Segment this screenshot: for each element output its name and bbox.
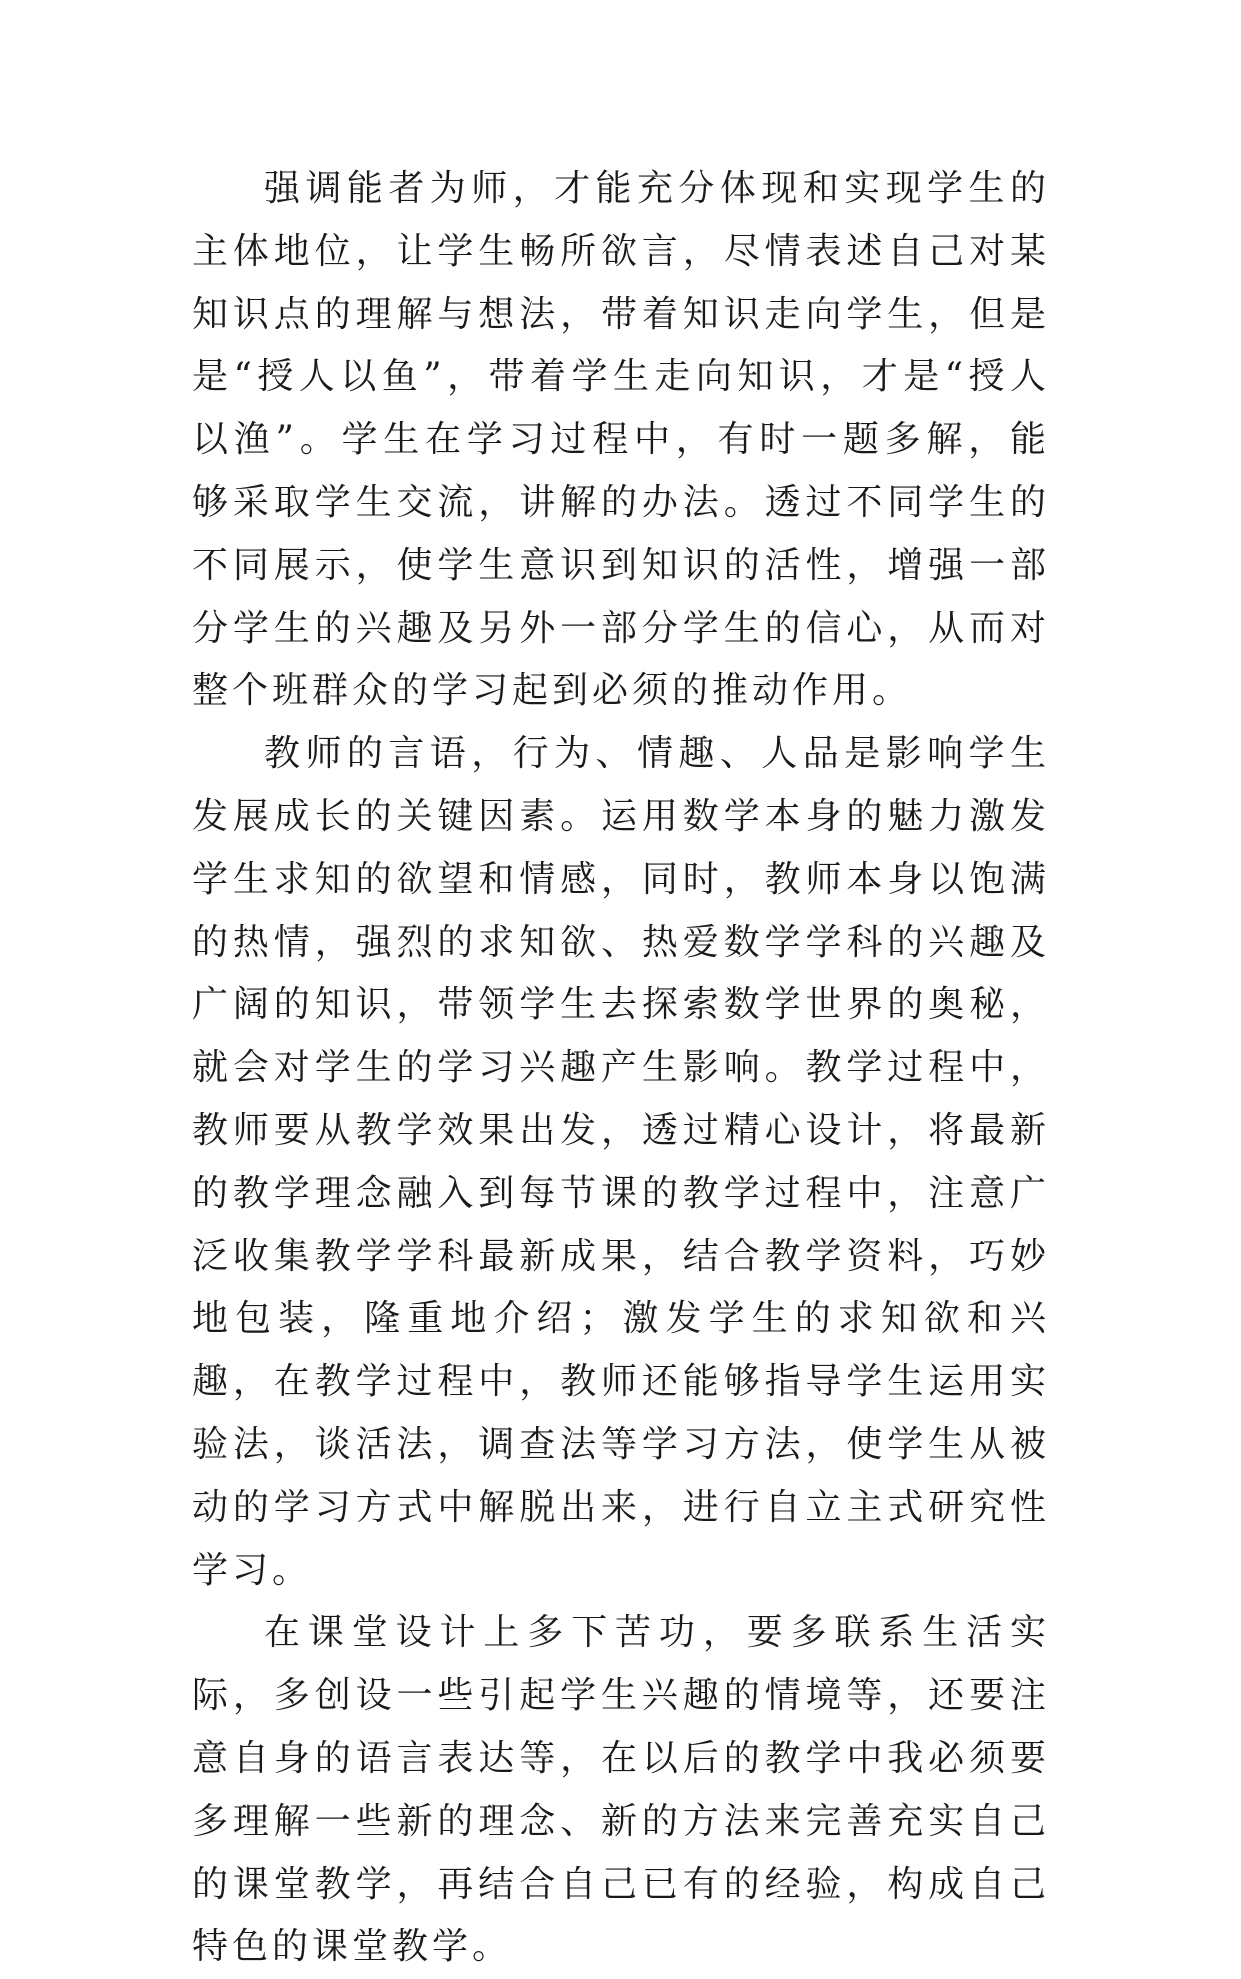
paragraph-2: 教师的言语，行为、情趣、人品是影响学生发展成长的关键因素。运用数学本身的魅力激发学生求知的欲望和情感，同时，教师本身以饱满的热情，强烈的求知欲、热爱数学学科的兴趣及广阔的知识，带领学生去探索数学世界的奥秘，就会对学生的学习兴趣产生影响。教学过程中，教师要从教学效果出发，透过精心设计，将最新的教学理念融入到每节课的教学过程中，注意广泛收集教学学科最新成果，结合教学资料，巧妙地包装，隆重地介绍；激发学生的求知欲和兴趣，在教学过程中，教师还能够指导学生运用实验法，谈活法，调查法等学习方法，使学生从被动的学习方式中解脱出来，进行自立主式研究性学习。: [192, 733, 1050, 1591]
paragraph-3: 在课堂设计上多下苦功，要多联系生活实际，多创设一些引起学生兴趣的情境等，还要注意自身的语言表达等，在以后的教学中我必须要多理解一些新的理念、新的方法来完善充实自己的课堂教学，再结合自己已有的经验，构成自己特色的课堂教学。: [192, 1612, 1050, 1968]
paragraph-1: 强调能者为师，才能充分体现和实现学生的主体地位，让学生畅所欲言，尽情表述自己对某知识点的理解与想法，带着知识走向学生，但是是“授人以鱼”，带着学生走向知识，才是“授人以渔”。学生在学习过程中，有时一题多解，能够采取学生交流，讲解的办法。透过不同学生的不同展示，使学生意识到知识的活性，增强一部分学生的兴趣及另外一部分学生的信心，从而对整个班群众的学习起到必须的推动作用。: [192, 168, 1050, 712]
document-body: [192, 158, 1050, 1979]
